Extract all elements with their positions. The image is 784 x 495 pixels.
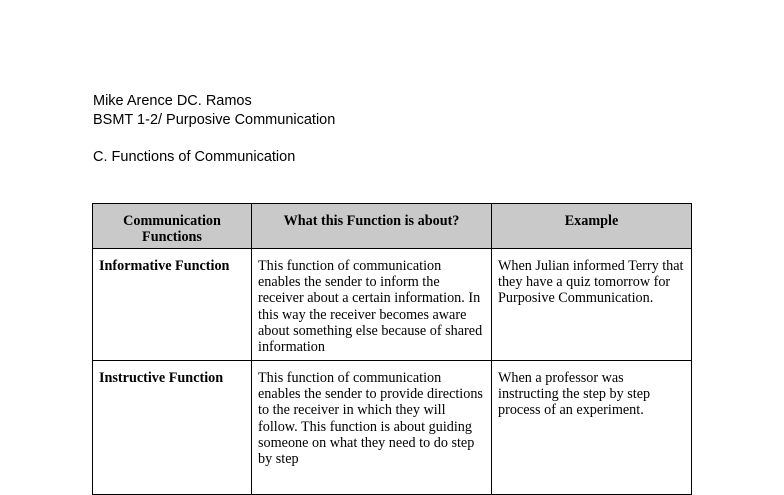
table-header-row xyxy=(93,204,692,249)
column-header-functions: Communication Functions xyxy=(93,204,252,249)
column-header-example: Example xyxy=(492,204,692,249)
function-name-cell: Instructive Function xyxy=(93,361,252,495)
course-line: BSMT 1-2/ Purposive Communication xyxy=(93,112,336,128)
function-name-cell: Informative Function xyxy=(93,249,252,361)
function-about-cell: This function of communication enables the sender to provide directions to the receiver in which they will follow. This function is about guiding someone on what they need to do step by step xyxy=(252,361,492,495)
author-name: Mike Arence DC. Ramos xyxy=(93,93,252,109)
function-about-cell: This function of communication enables the sender to inform the receiver about a certain information. In this way the receiver becomes aware about something else because of shared information xyxy=(252,249,492,361)
functions-table xyxy=(92,203,692,495)
document-header xyxy=(93,92,335,130)
function-example-cell: When Julian informed Terry that they have a quiz tomorrow for Purposive Communication. xyxy=(492,249,692,361)
function-example-cell: When a professor was instructing the step by step process of an experiment. xyxy=(492,361,692,495)
section-title: C. Functions of Communication xyxy=(93,149,296,165)
table-row xyxy=(93,249,692,361)
column-header-about: What this Function is about? xyxy=(252,204,492,249)
table-row xyxy=(93,361,692,495)
